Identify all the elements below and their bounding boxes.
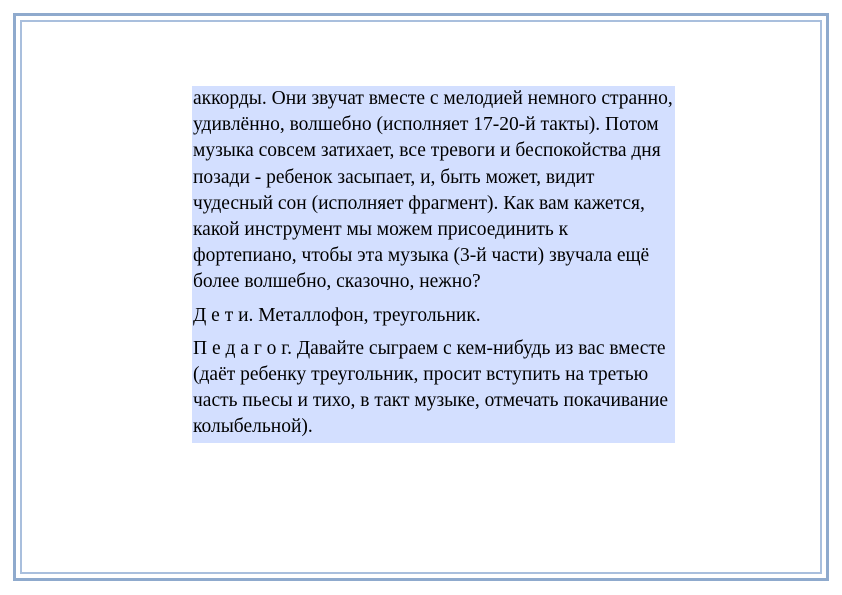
- paragraph-narrative: аккорды. Они звучат вместе с мелодией немного странно, удивлённо, волшебно (исполняет 17-20-й такты). Потом музыка совсем затихает, все тревоги и беспокойства дня позади - ребенок засыпает, и, быть может, видит чудесный сон (исполняет фрагмент). Как вам кажется, какой инструмент мы можем присоединить к фортепиано, чтобы эта музыка (3-й части) звучала ещё более волшебно, сказочно, нежно?: [193, 88, 673, 293]
- paragraph-children-reply: Д е т и. Металлофон, треугольник.: [193, 304, 481, 326]
- text-block: [192, 86, 675, 443]
- paragraph-teacher: П е д а г о г. Давайте сыграем с кем-нибудь из вас вместе (даёт ребенку треугольник, просит вступить на третью часть пьесы и тихо, в такт музыке, отмечать покачивание колыбельной).: [193, 337, 669, 438]
